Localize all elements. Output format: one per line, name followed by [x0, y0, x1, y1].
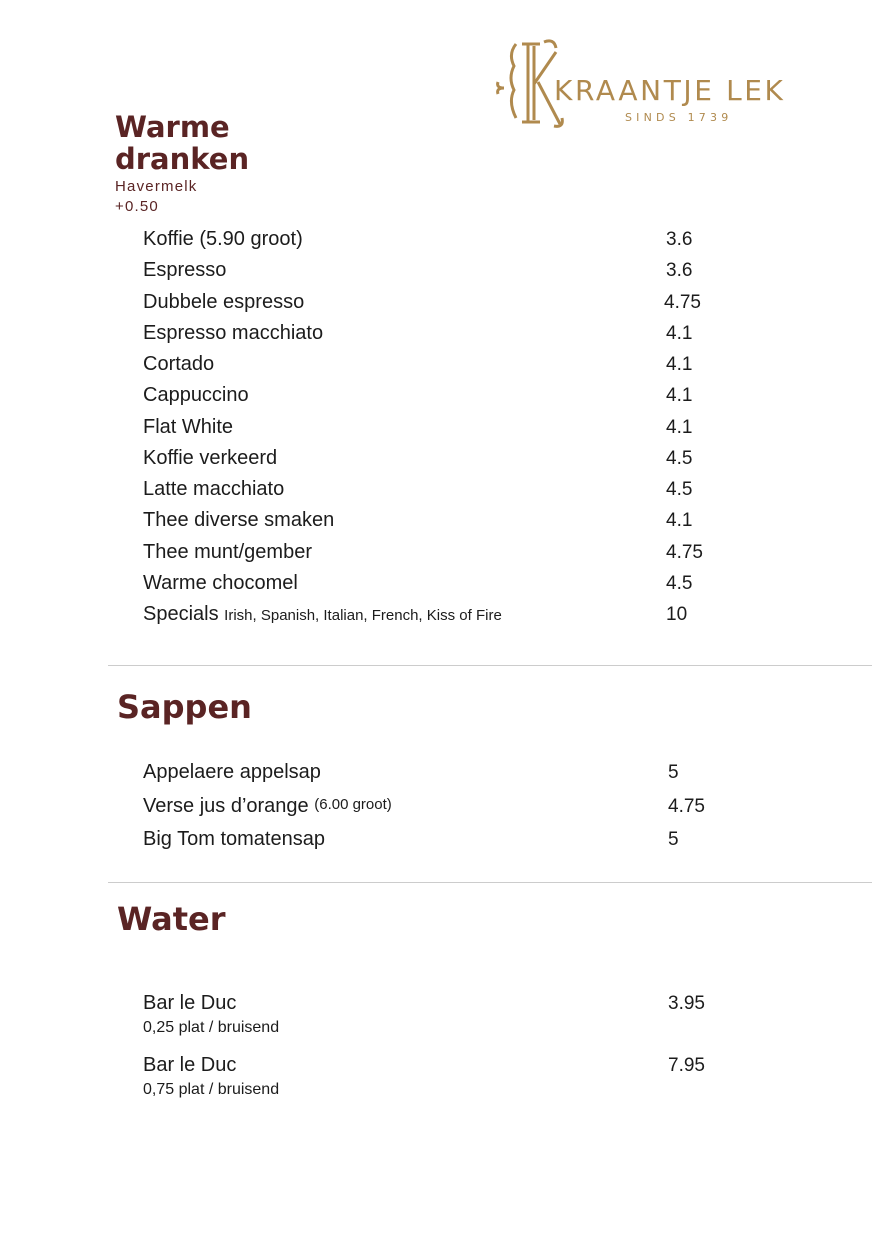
section-title-sappen: Sappen [117, 688, 252, 726]
menu-item-price: 4.1 [666, 417, 693, 438]
menu-item-name: Cortado [143, 353, 215, 375]
oat-milk-surcharge: +0.50 [115, 198, 159, 215]
menu-item-name: Dubbele espresso [143, 291, 305, 313]
menu-item-price: 10 [666, 604, 688, 625]
menu-item-price: 3.6 [666, 229, 693, 250]
menu-item-detail: (6.00 groot) [314, 796, 392, 813]
menu-item-price: 4.75 [668, 796, 705, 817]
menu-item-name: Verse jus d’orange [143, 795, 309, 817]
menu-item-specials [143, 603, 502, 626]
menu-item-price: 4.5 [666, 573, 693, 594]
menu-item-name: Koffie (5.90 groot) [143, 228, 303, 250]
brand-logo [494, 36, 806, 136]
logo-tagline: SINDS 1739 [625, 111, 733, 124]
menu-item-price: 3.95 [668, 993, 705, 1014]
menu-item-name: Bar le Duc [143, 1054, 237, 1076]
menu-item-name: Flat White [143, 416, 234, 438]
menu-item-name: Big Tom tomatensap [143, 828, 325, 850]
menu-item-name: Warme chocomel [143, 572, 298, 594]
menu-item-name: Cappuccino [143, 384, 249, 406]
menu-item-name: Appelaere appelsap [143, 761, 321, 783]
section-divider [108, 882, 872, 883]
section-divider [108, 665, 872, 666]
menu-item-price: 7.95 [668, 1055, 705, 1076]
menu-item-name: Bar le Duc [143, 992, 237, 1014]
menu-item-name: Espresso [143, 259, 227, 281]
menu-item-price: 4.1 [666, 510, 693, 531]
menu-item-subline: 0,75 plat / bruisend [143, 1081, 280, 1098]
menu-item-detail: Irish, Spanish, Italian, French, Kiss of Fire [224, 607, 502, 624]
menu-item-name: Thee munt/gember [143, 541, 312, 563]
section-title-warme-dranken: Warme dranken [115, 110, 250, 176]
menu-item-name: Thee diverse smaken [143, 509, 335, 531]
menu-item-price: 4.1 [666, 323, 693, 344]
logo-wordmark: KRAANTJE LEK [554, 74, 786, 107]
menu-item-price: 5 [668, 762, 679, 783]
menu-item-name: Latte macchiato [143, 478, 285, 500]
menu-item-price: 4.1 [666, 385, 693, 406]
menu-item-subline: 0,25 plat / bruisend [143, 1019, 280, 1036]
menu-item-price: 4.1 [666, 354, 693, 375]
menu-item-price: 5 [668, 829, 679, 850]
oat-milk-note: Havermelk [115, 178, 198, 195]
menu-item-price: 4.75 [664, 292, 701, 313]
menu-item-name: Espresso macchiato [143, 322, 324, 344]
menu-item-price: 4.75 [666, 542, 703, 563]
menu-item-price: 4.5 [666, 448, 693, 469]
menu-item-price: 3.6 [666, 260, 693, 281]
section-title-water: Water [117, 900, 226, 938]
menu-item-name: Specials [143, 603, 219, 625]
menu-item-price: 4.5 [666, 479, 693, 500]
menu-item-name: Koffie verkeerd [143, 447, 278, 469]
menu-item-jus [143, 795, 392, 818]
